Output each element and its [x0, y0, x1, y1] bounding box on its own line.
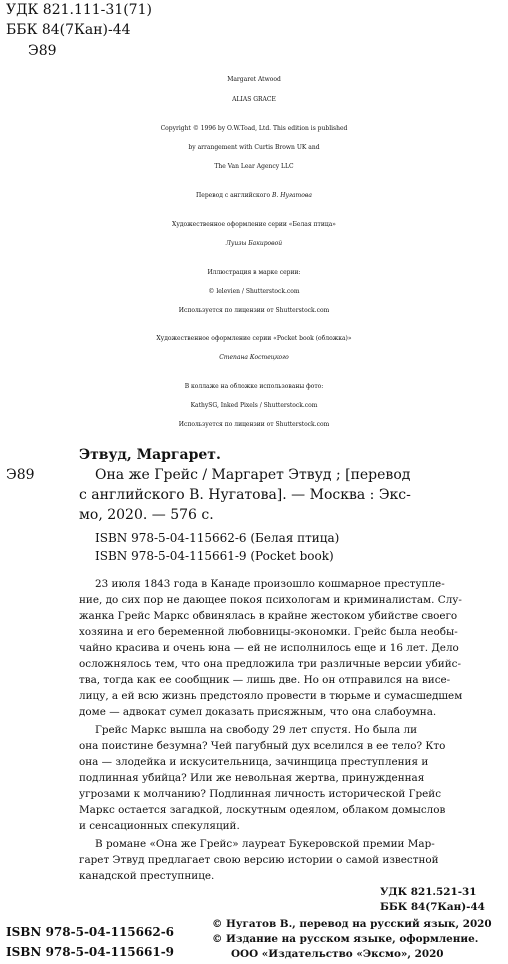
annotation-line: ние, до сих пор не дающее покоя психологам и криминалистам. Слу-	[79, 594, 462, 606]
rights-line: © Нугатов В., перевод на русский язык, 2020	[212, 918, 492, 930]
footer-bbk-code: ББК 84(7Кан)-44	[380, 901, 485, 913]
bbk-code: ББК 84(7Кан)-44	[6, 22, 131, 38]
series-mark-line: © lelevien / Shutterstock.com	[208, 288, 300, 295]
annotation-line: Маркс остается загадкой, лоскутным одеялом, облаком домыслов	[79, 804, 446, 816]
pocket-designer-name: Степана Костецкого	[219, 354, 289, 361]
original-title: ALIAS GRACE	[232, 96, 276, 103]
series-design-label: Художественное оформление серии «Белая птица»	[172, 221, 336, 228]
copyright-line: The Van Lear Agency LLC	[214, 163, 294, 170]
annotation-line: В романе «Она же Грейс» лауреат Букеровской премии Мар-	[95, 838, 435, 850]
rights-line: © Издание на русском языке, оформление.	[212, 933, 479, 945]
bottom-isbn: ISBN 978-5-04-115662-6	[6, 925, 175, 939]
annotation-line: и сенсационных спекуляций.	[79, 820, 240, 832]
bib-author-mark: Э89	[6, 467, 35, 483]
author-mark: Э89	[28, 43, 57, 59]
copyright-line: by arrangement with Curtis Brown UK and	[188, 144, 320, 151]
annotation-line: она поистине безумна? Чей пагубный дух вселился в ее тело? Кто	[79, 740, 446, 752]
copyright-line: Copyright © 1996 by O.W.Toad, Ltd. This edition is published	[160, 125, 348, 132]
rights-line: ООО «Издательство «Эксмо», 2020	[231, 948, 444, 960]
annotation-line: доме — адвокат сумел доказать присяжным, что она слабоумна.	[79, 706, 437, 718]
annotation-line: чайно красива и очень юна — ей не исполнилось еще и 16 лет. Дело	[79, 642, 459, 654]
pocket-design-label: Художественное оформление серии «Pocket book (обложка)»	[156, 335, 352, 342]
cover-collage-line: KathySG, Inked Pixels / Shutterstock.com	[190, 402, 318, 409]
bib-description-line: Она же Грейс / Маргарет Этвуд ; [перевод	[95, 467, 411, 483]
bib-isbn: ISBN 978-5-04-115661-9 (Pocket book)	[95, 549, 334, 563]
bib-description-line: мо, 2020. — 576 с.	[79, 507, 214, 523]
series-mark-line: Иллюстрация в марке серии:	[207, 269, 301, 276]
annotation-line: лицу, а ей всю жизнь предстояло провести в тюрьме и сумасшедшем	[79, 690, 463, 702]
translation-credit	[0, 187, 508, 205]
annotation-line: осложнялось тем, что она предложила три различные версии убийс-	[79, 658, 461, 670]
bib-heading: Этвуд, Маргарет.	[79, 447, 221, 463]
series-designer-name: Луизы Бакировой	[225, 240, 283, 247]
udk-code: УДК 821.111-31(71)	[6, 2, 152, 18]
series-mark-line: Используется по лицензии от Shutterstock.com	[178, 307, 330, 314]
annotation-line: гарет Этвуд предлагает свою версию истории о самой известной	[79, 854, 439, 866]
annotation-line: тва, тогда как ее сообщник — лишь две. Но он отправился на висе-	[79, 674, 451, 686]
annotation-line: Грейс Маркс вышла на свободу 29 лет спустя. Но была ли	[95, 724, 418, 736]
bottom-isbn: ISBN 978-5-04-115661-9	[6, 945, 175, 959]
bib-description-line: с английского В. Нугатова]. — Москва : Экс-	[79, 487, 411, 503]
bib-isbn: ISBN 978-5-04-115662-6 (Белая птица)	[95, 531, 340, 545]
annotation-line: она — злодейка и искусительница, зачинщица преступления и	[79, 756, 429, 768]
annotation-line: канадской преступнице.	[79, 870, 215, 882]
cover-collage-line: В коллаже на обложке использованы фото:	[184, 383, 324, 390]
original-author: Margaret Atwood	[227, 76, 281, 83]
annotation-line: угрозами к молчанию? Подлинная личность исторической Грейс	[79, 788, 442, 800]
cover-collage-line: Используется по лицензии от Shutterstock.com	[178, 421, 330, 428]
annotation-line: жанка Грейс Маркс обвинялась в крайне жестоком убийстве своего	[79, 610, 458, 622]
annotation-line: хозяина и его беременной любовницы-экономки. Грейс была необы-	[79, 626, 458, 638]
annotation-line: 23 июля 1843 года в Канаде произошло кошмарное преступле-	[95, 578, 445, 590]
footer-udk-code: УДК 821.521-31	[380, 886, 477, 898]
annotation-line: подлинная убийца? Или же невольная жертва, принужденная	[79, 772, 425, 784]
translator-name: В. Нугатова	[272, 192, 312, 199]
translation-label: Перевод с английского	[196, 192, 271, 199]
